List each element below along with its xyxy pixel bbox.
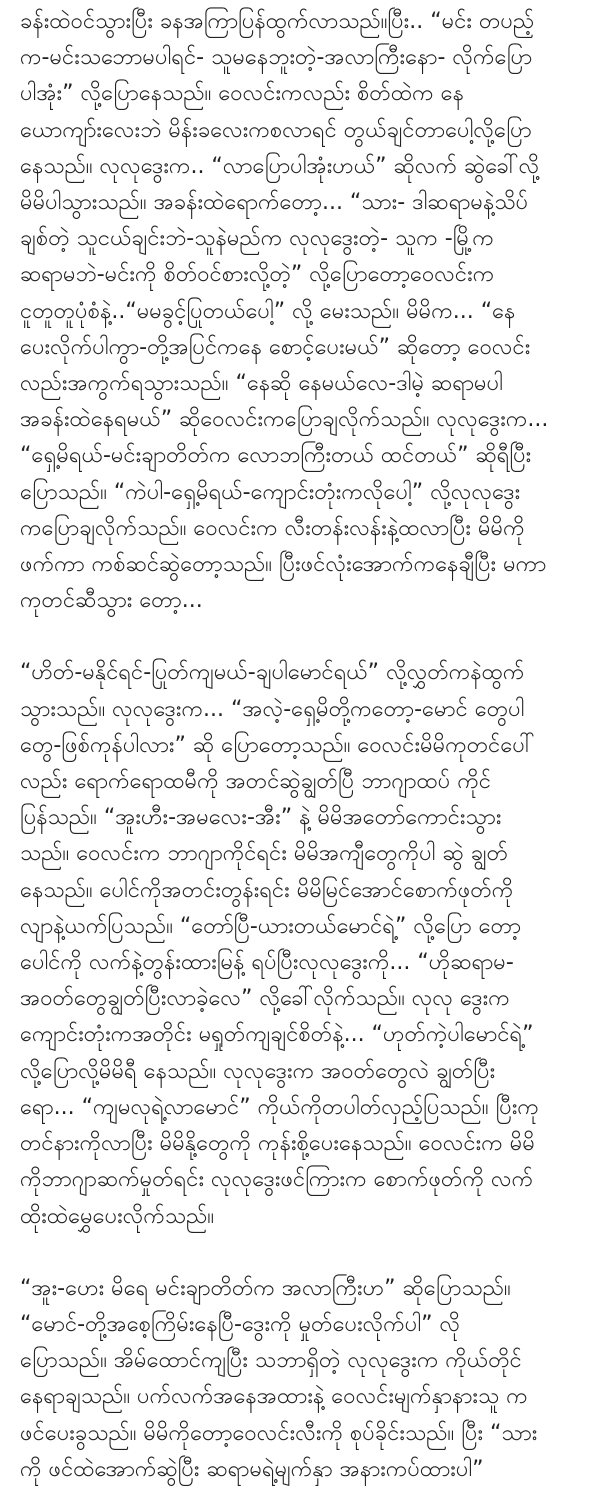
text-line: လည်း ရောက်ရောထမီကို အတင်ဆွဲချွတ်ပြီ ဘာဂျာထပ် ကိုင် bbox=[20, 769, 492, 795]
text-line: ကျောင်းတုံးကအတိုင်း မရှုတ်ကျချင်စိတ်နဲ့... “ဟုတ်ကဲ့ပါမောင်ရဲ့” bbox=[20, 1022, 534, 1048]
text-line: ယောကျာ်းလေးဘဲ မိန်းခလေးကစလာရင် တွယ်ချင်တာပေါ့လို့ပြော bbox=[20, 117, 532, 143]
text-line: နေသည်။ လုလုဒွေးက.. “လာပြောပါအုံးဟယ်” ဆိုလက် ဆွဲခေါ်လို့ bbox=[20, 153, 540, 179]
text-line: အဝတ်တွေချွတ်ပြီးလာခဲ့လေ” လို့ခေါ်လိုက်သည်။ လုလု ဒွေးက bbox=[20, 986, 510, 1012]
paragraph-3 bbox=[20, 1271, 596, 1488]
text-line: ကပြောချလိုက်သည်။ ဝေလင်းက လီးတန်းလန်းနဲ့ထလာပြီး မိမိကို bbox=[20, 515, 525, 541]
text-line: အခန်းထဲနေရမယ်” ဆိုဝေလင်းကပြောချလိုက်သည်။ လုလုဒွေးက... bbox=[20, 407, 549, 433]
text-line: နေသည်။ ပေါင်ကိုအတင်းတွန်းရင်း မိမိမြင်အောင်စောက်ဖုတ်ကို bbox=[20, 877, 514, 903]
text-line: ဆရာမဘဲ-မင်းကို စိတ်ဝင်စားလို့တဲ့” လို့ပြောတော့ဝေလင်းက bbox=[20, 262, 495, 288]
text-line: တင်နားကိုလာပြီး မိမိနို့တွေကို ကုန်းစို့ပေးနေသည်။ ဝေလင်းက မိမိ bbox=[20, 1131, 535, 1157]
text-line: ပါအုံး” လို့ပြောနေသည်။ ဝေလင်းကလည်း စိတ်ထဲက နေ bbox=[20, 81, 464, 107]
text-line: ဖက်ကာ ကစ်ဆင်ဆွဲတော့သည်။ ပြီးဖင်လုံးအောက်ကနေချီပြီး မကာ bbox=[20, 552, 547, 578]
paragraph-2 bbox=[20, 655, 596, 1234]
text-line: “ဟိတ်-မနိုင်ရင်-ပြုတ်ကျမယ်-ချပါမောင်ရယ်” လို့လွှတ်ကနဲထွက် bbox=[20, 660, 525, 686]
text-line: ကိုဘာဂျာဆက်မှုတ်ရင်း လုလုဒွေးဖင်ကြားက စောက်ဖုတ်ကို လက် bbox=[20, 1167, 534, 1193]
text-line: ရော... “ကျမလုရဲ့လာမောင်” ကိုယ်ကိုတပါတ်လှည့်ပြသည်။ ပြီးကု bbox=[20, 1094, 539, 1120]
text-line: က-မင်းသဘောမပါရင်- သူမနေဘူးတဲ့-အလာကြီးနော- လိုက်ပြော bbox=[20, 45, 533, 71]
text-line: ပြောသည်။ အိမ်ထောင်ကျပြီး သဘာရှိတဲ့ လုလုဒွေးက ကိုယ်တိုင် bbox=[20, 1348, 522, 1374]
text-line: မိမိပါသွားသည်။ အခန်းထဲရောက်တော့... “သား- ဒါဆရာမနဲ့သိပ် bbox=[20, 190, 529, 216]
text-line: လို့ပြောလို့မိမိရီ နေသည်။ လုလုဒွေးက အဝတ်တွေလဲ ချွတ်ပြီး bbox=[20, 1058, 496, 1084]
paragraph-spacer bbox=[20, 619, 596, 655]
text-line: “အူး-ဟေး မိရေ မင်းချာတိတ်က အလာကြီးဟ” ဆိုပြောသည်။ bbox=[20, 1275, 511, 1301]
text-line: လျာနဲ့ယက်ပြသည်။ “တော်ပြီ-ယားတယ်မောင်ရဲ့” လို့ပြော တော့ bbox=[20, 913, 522, 939]
text-line: ငူတူတူပုံစံနဲ့..“မမခွင့်ပြုတယ်ပေါ့” လို့ မေးသည်။ မိမိက... “နေ bbox=[20, 298, 516, 324]
text-line: “ရှေ့မိရယ်-မင်းချာတိတ်က လောဘကြီးတယ် ထင်တယ်” ဆိုရီပြီး bbox=[20, 443, 532, 469]
text-line: “မောင်-တို့အစေ့ကြိမ်းနေပြီ-ဒွေးကို မှုတ်ပေးလိုက်ပါ” လို bbox=[20, 1311, 461, 1337]
text-line: တွေ-ဖြစ်ကုန်ပါလား” ဆို ပြောတော့သည်။ ဝေလင်းမိမိကုတင်ပေါ် bbox=[20, 732, 535, 758]
text-line: ပြောသည်။ “ကဲပါ-ရှေ့မိရယ်-ကျောင်းတုံးကလိုပေါ့” လို့လုလုဒွေး bbox=[20, 479, 521, 505]
text-line: သည်။ ဝေလင်းက ဘာဂျာကိုင်ရင်း မိမိအကျီတွေကိုပါ ဆွဲ ချွတ် bbox=[20, 841, 509, 867]
text-line: ဖင်ပေးခွသည်။ မိမိကိုတော့ဝေလင်းလီးကို စုပ်ခိုင်းသည်။ ပြီး “သား bbox=[20, 1420, 538, 1446]
text-line: ချစ်တဲ့ သူငယ်ချင်းဘဲ-သူနဲမည်က လုလုဒွေးတဲ့- သူက -မြို့က bbox=[20, 226, 494, 252]
text-line: ကုတင်ဆီသွား တော့... bbox=[20, 588, 203, 614]
paragraph-spacer bbox=[20, 1235, 596, 1271]
story-text bbox=[20, 4, 596, 1488]
text-line: ထိုးထဲမွှေပေးလိုက်သည်။ bbox=[20, 1203, 215, 1229]
text-line: ပေါင်ကို လက်နဲ့တွန်းထားမြန့် ရပ်ပြီးလုလုဒွေးကို... “ဟိုဆရာမ- bbox=[20, 950, 514, 976]
text-line: ကို ဖင်ထဲအောက်ဆွဲပြီး ဆရာမရဲ့မျက်နှာ အနားကပ်ထားပါ” bbox=[20, 1456, 484, 1482]
text-line: သွားသည်။ လုလုဒွေးက... “အလဲ့-ရှေ့မိတို့ကတော့-မောင် တွေပါ bbox=[20, 696, 525, 722]
text-line: ပေးလိုက်ပါကွာ-တို့အပြင်ကနေ စောင့်ပေးမယ်” ဆိုတော့ ဝေလင်း bbox=[20, 334, 531, 360]
text-line: ခန်းထဲဝင်သွားပြီး ခနအကြာပြန်ထွက်လာသည်။ပြီး.. “မင်း တပည့် bbox=[20, 9, 535, 34]
text-line: နေရာချသည်။ ပက်လက်အနေအထားနဲ့ ဝေလင်းမျက်နှာနားသူ က bbox=[20, 1384, 528, 1410]
paragraph-1 bbox=[20, 4, 596, 619]
text-line: ပြန်သည်။ “အူးဟီး-အမလေး-အီး” နဲ့ မိမိအတော်ကောင်းသွား bbox=[20, 805, 502, 831]
text-line: လည်းအကွက်ရသွားသည်။ “နေဆို နေမယ်လေ-ဒါမဲ့ ဆရာမပါ bbox=[20, 371, 503, 397]
